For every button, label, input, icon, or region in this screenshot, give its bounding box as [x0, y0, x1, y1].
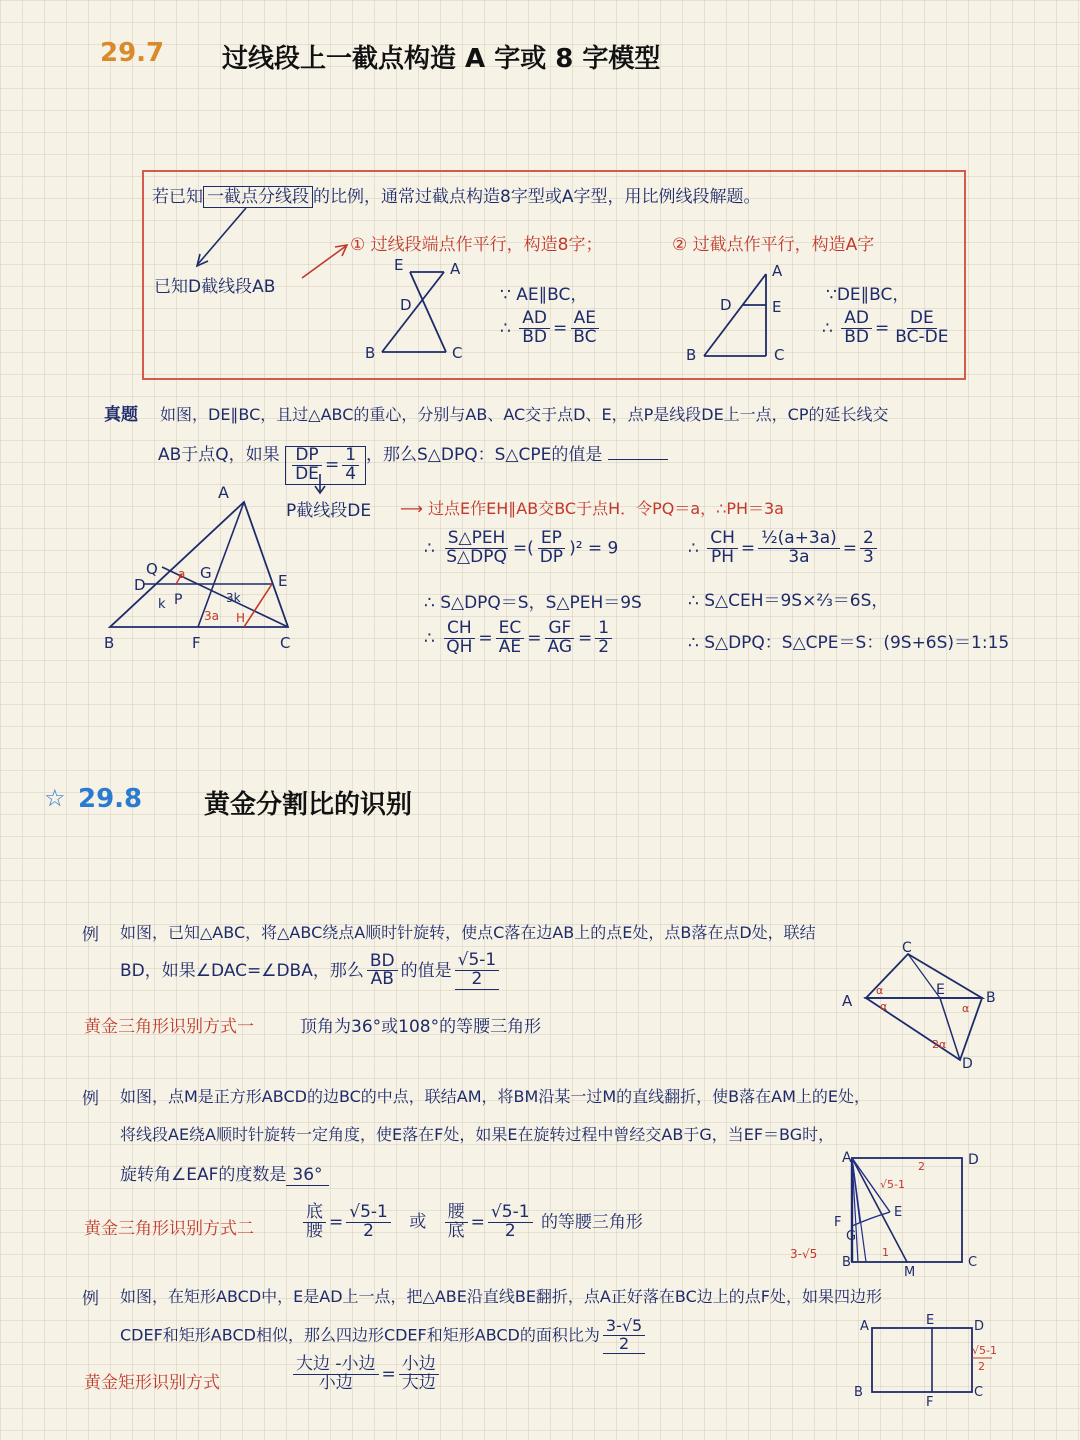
ex2-line3: 旋转角∠EAF的度数是 36° — [120, 1160, 329, 1185]
zt-label-C: C — [280, 634, 291, 652]
ex3-label-F: F — [926, 1395, 934, 1410]
zt-label-D: D — [134, 576, 146, 594]
ex2-line1: 如图，点M是正方形ABCD的边BC的中点，联结AM，将BM沿某一过M的直线翻折，使B落在AM上的E处， — [120, 1087, 870, 1106]
ex2-line2: 将线段AE绕A顺时针旋转一定角度，使E落在F处，如果E在旋转过程中曾经交AB于G，当EF＝BG时， — [120, 1125, 835, 1144]
ex2-figure — [786, 1148, 996, 1280]
ex1-line2: BD，如果∠DAC=∠DBA，那么 $\frac{BD}{AB}$ 的值是 $\frac{√5-1}{2}$ — [120, 952, 502, 990]
zt-label-B: B — [104, 634, 115, 652]
ex2-method-formula: $\frac{\text{底}}{\text{腰}}$ = $\frac{√5-1}{2}$ 或 $\frac{\text{腰}}{\text{底}}$ = $\frac{√5-1}{2}$ 的等腰三角形 — [300, 1204, 643, 1241]
boxed-phrase: 一截点分线段 — [203, 186, 313, 208]
ex1-alpha-3: α — [962, 1002, 970, 1015]
fig2-label-C: C — [774, 346, 785, 364]
fig2-label-B: B — [686, 346, 697, 364]
solution-method: ⟶ 过点E作EH∥AB交BC于点H．令PQ＝a，∴PH＝3a — [400, 499, 784, 518]
ex3-method-label: 黄金矩形识别方式 — [84, 1373, 220, 1393]
star-icon: ☆ — [44, 784, 66, 812]
ex2-label-B: B — [842, 1255, 851, 1270]
ex2-label-G: G — [846, 1229, 857, 1244]
fig1-label-B: B — [365, 344, 376, 362]
zt-label-A: A — [218, 483, 229, 502]
known-label: 已知D截线段AB — [154, 277, 276, 297]
ex2-method-label: 黄金三角形识别方式二 — [84, 1219, 254, 1239]
ex1-label-E: E — [936, 982, 945, 998]
ex3-line2: CDEF和矩形ABCD相似，那么四边形CDEF和矩形ABCD的面积比为 $\frac{3-√5}{2}$ — [120, 1318, 648, 1354]
fig1-label-D: D — [400, 296, 412, 314]
ex2-label-E: E — [894, 1205, 903, 1220]
ex3-label-E: E — [926, 1313, 935, 1328]
zt-label-k: k — [158, 597, 166, 612]
ex3-label-B: B — [854, 1385, 863, 1400]
ex2-label-C: C — [968, 1255, 978, 1270]
section-number-2: 29.8 — [78, 784, 143, 814]
zt-label-G: G — [200, 564, 212, 582]
figure-8-shape — [360, 252, 480, 367]
ex1-alpha-2: α — [880, 1000, 888, 1013]
answer-blank — [608, 459, 668, 460]
ex1-label-C: C — [902, 940, 912, 956]
section-number: 29.7 — [100, 38, 165, 68]
zhenti-line2: AB于点Q，如果 $\frac{DP}{DE}$ = $\frac{1}{4}$ ，那么S△DPQ：S△CPE的值是 — [158, 440, 668, 485]
sol-step2: ∴ S△DPQ＝S，S△PEH＝9S — [424, 593, 642, 613]
ex1-two-alpha: 2α — [932, 1038, 947, 1051]
ex2-tag: 例 — [82, 1089, 99, 1109]
ex3-tag: 例 — [82, 1289, 99, 1309]
section-title-2: 黄金分割比的识别 — [204, 790, 413, 820]
ex2-label-A: A — [842, 1150, 852, 1166]
zt-label-H: H — [236, 611, 246, 625]
sol-step3: ∴ $\frac{CH}{QH}$ = $\frac{EC}{AE}$ = $\frac{GF}{AG}$ = $\frac{1}{2}$ — [424, 620, 615, 657]
zt-label-P: P — [174, 592, 183, 608]
fig1-label-C: C — [452, 344, 463, 362]
sol-right1: ∴ $\frac{CH}{PH}$ = $\frac{\text{½(a+3a)}}{3a}$ = $\frac{2}{3}$ — [688, 530, 880, 567]
zhenti-line1: 如图，DE∥BC，且过△ABC的重心，分别与AB、AC交于点D、E，点P是线段DE上一点，CP的延长线交 — [160, 405, 889, 424]
ex1-label-D: D — [962, 1056, 973, 1072]
sol-right3: ∴ S△DPQ：S△CPE＝S：(9S+6S)＝1:15 — [688, 633, 1010, 653]
fig1-label-A: A — [450, 260, 461, 278]
figure-a-shape — [682, 260, 802, 370]
down-arrow — [310, 474, 330, 496]
ex3-label-D: D — [974, 1319, 985, 1334]
ex3-line1: 如图，在矩形ABCD中，E是AD上一点，把△ABE沿直线BE翻折，点A正好落在BC边上的点F处，如果四边形 — [120, 1287, 882, 1306]
ex2-label-2: 2 — [918, 1160, 925, 1173]
m2-condition: ∵DE∥BC， — [826, 285, 910, 305]
zt-label-F: F — [192, 634, 201, 652]
sol-right2: ∴ S△CEH＝9S×⅔＝6S， — [688, 591, 889, 611]
ex1-label-B: B — [986, 990, 996, 1006]
fig2-label-A: A — [772, 262, 783, 280]
zt-label-Q: Q — [146, 560, 158, 578]
ex1-figure — [836, 938, 1012, 1072]
zhenti-figure — [96, 482, 306, 658]
ex2-answer: 36° — [286, 1165, 328, 1186]
p-note: P截线段DE — [286, 501, 372, 521]
m1-condition: ∵ AE∥BC， — [500, 285, 588, 305]
zt-label-3k: 3k — [226, 591, 241, 605]
ex2-label-s51: √5-1 — [880, 1178, 905, 1191]
ex3-method-formula: $\frac{\text{大边 -小边}}{\text{小边}}$ = $\frac{\text{小边}}{\text{大边}}$ — [290, 1356, 442, 1393]
section-title: 过线段上一截点构造 A 字或 8 字模型 — [222, 44, 661, 74]
ex3-side-num: √5-1 — [972, 1344, 997, 1357]
ex1-line1: 如图，已知△ABC，将△ABC绕点A顺时针旋转，使点C落在边AB上的点E处，点B落在点D处，联结 — [120, 923, 816, 942]
ex3-label-C: C — [974, 1385, 984, 1400]
method1-label: ① 过线段端点作平行，构造8字； — [350, 235, 603, 255]
ex1-alpha-1: α — [876, 984, 884, 997]
zt-label-E: E — [278, 572, 288, 590]
zt-label-a: a — [178, 567, 186, 581]
sol-step1: ∴ $\frac{\text{S△PEH}}{\text{S△DPQ}}$ =( $\frac{EP}{DP}$ )² = 9 — [424, 528, 619, 567]
box-intro: 若已知 一截点分线段 的比例，通常过截点构造8字型或A字型，用比例线段解题。 — [152, 187, 761, 207]
ex3-figure — [850, 1310, 1000, 1410]
m2-result: ∴ $\frac{AD}{BD}$ = $\frac{DE}{BC-DE}$ — [822, 308, 949, 347]
ex2-label-D: D — [968, 1152, 979, 1168]
fig2-label-D: D — [720, 296, 732, 314]
ex1-method-label: 黄金三角形识别方式一 — [84, 1017, 254, 1037]
fig2-label-E: E — [772, 298, 782, 316]
m1-result: ∴ $\frac{AD}{BD}$ = $\frac{AE}{BC}$ — [500, 310, 602, 347]
zhenti-tag: 真题 — [104, 405, 138, 425]
ex3-side-den: 2 — [978, 1360, 985, 1373]
ex1-method-text: 顶角为36°或108°的等腰三角形 — [300, 1017, 542, 1037]
ex2-label-1: 1 — [882, 1246, 889, 1259]
ex2-label-M: M — [904, 1265, 916, 1280]
ex2-label-F: F — [834, 1215, 842, 1230]
ex1-tag: 例 — [82, 925, 99, 945]
ex2-label-3-s5: 3-√5 — [790, 1247, 818, 1261]
method2-label: ② 过截点作平行，构造A字 — [672, 235, 875, 255]
ex1-label-A: A — [842, 992, 853, 1010]
zt-label-3a: 3a — [204, 609, 219, 623]
ex3-label-A: A — [860, 1319, 869, 1334]
fig1-label-E: E — [394, 256, 404, 274]
